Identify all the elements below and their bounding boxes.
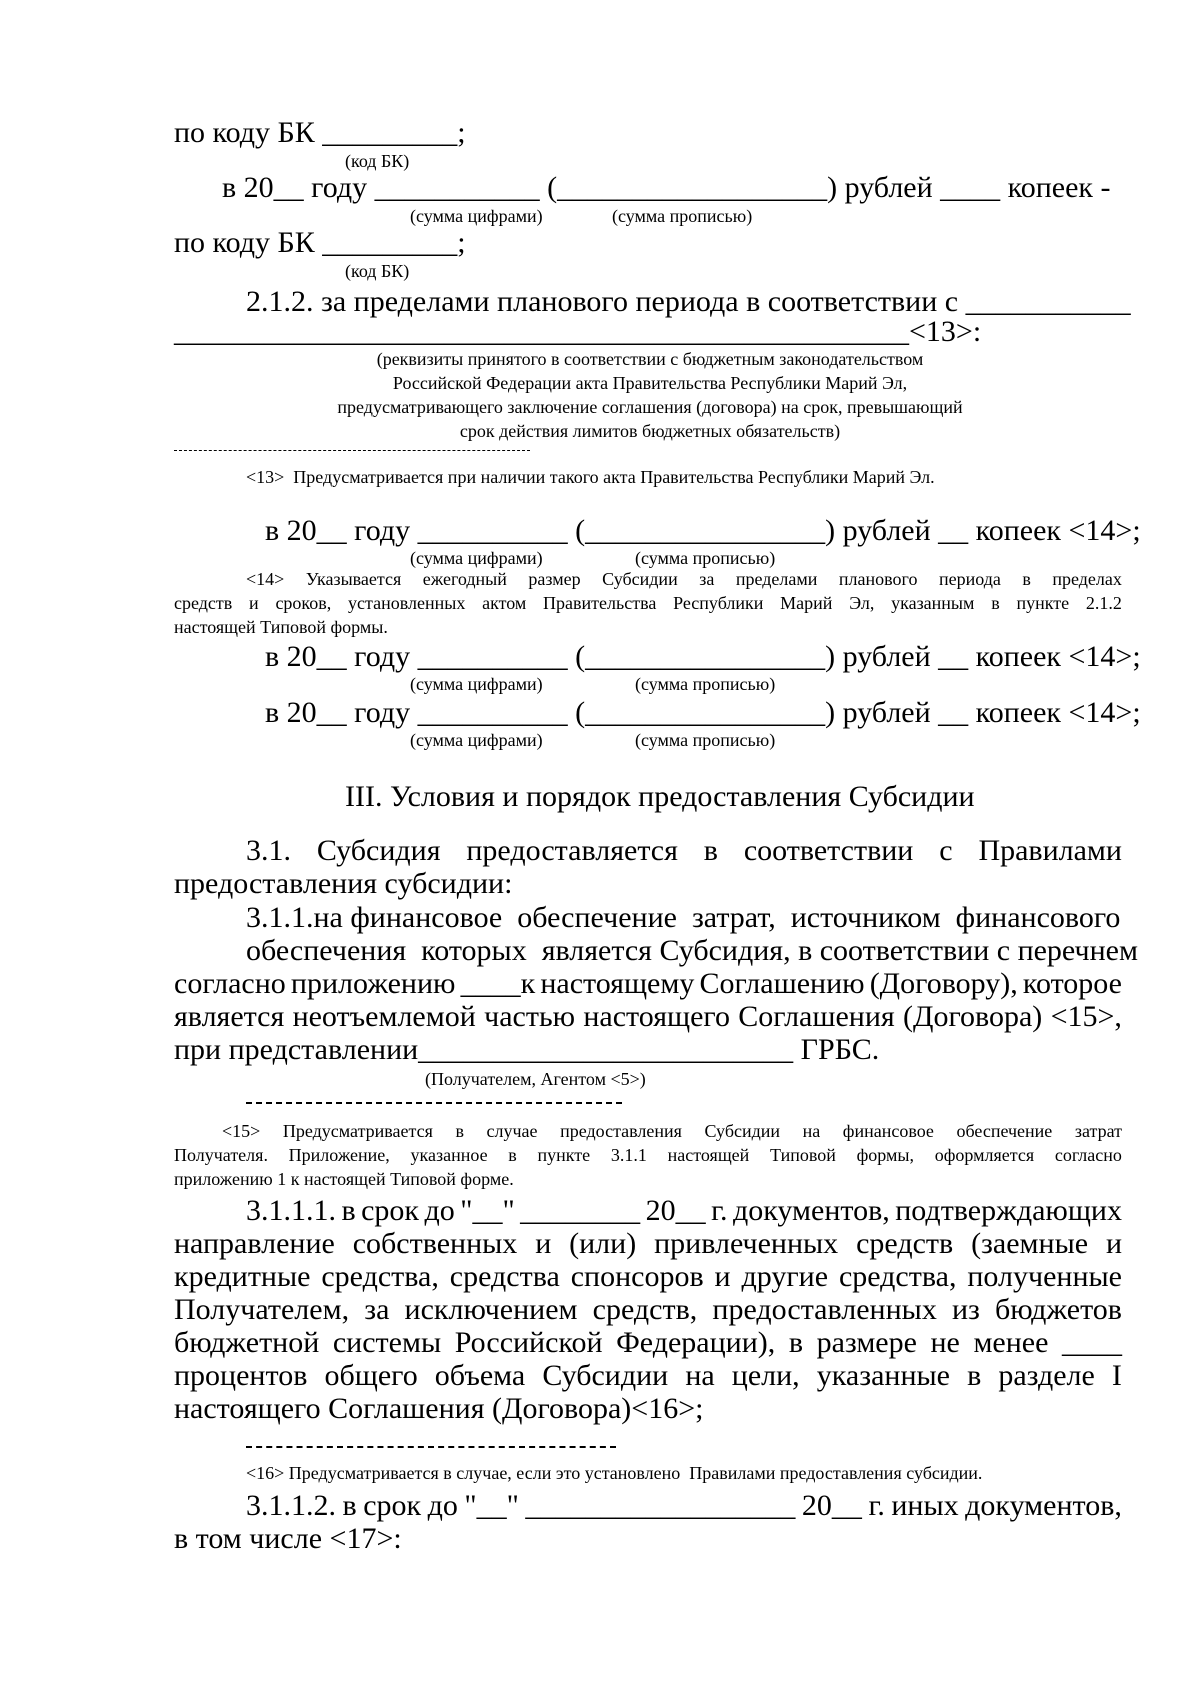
- clause-3-1-1-line-2: обеспечения которых является Субсидия, в соответствии с перечнем: [246, 934, 1138, 967]
- footnote-14-line-2: средств и сроков, установленных актом Правительства Республики Марий Эл, указанным в пункте 2.1.2: [174, 593, 1122, 613]
- footnote-15-line-3: приложению 1 к настоящей Типовой форме.: [174, 1169, 514, 1189]
- footnote-separator-3: [246, 1446, 616, 1448]
- clause-2-1-2-continuation: _________________________________________________<13>:: [174, 315, 982, 348]
- requisites-label-2: Российской Федерации акта Правительства Республики Марий Эл,: [392, 373, 908, 393]
- bk-code-label-2: (код БК): [345, 261, 410, 281]
- recipient-agent-label: (Получателем, Агентом <5>): [425, 1069, 646, 1089]
- footnote-13: <13> Предусматривается при наличии такого акта Правительства Республики Марий Эл.: [246, 467, 935, 487]
- requisites-label-4: срок действия лимитов бюджетных обязательств): [459, 421, 841, 441]
- sum-words-label-1: (сумма прописью): [612, 206, 753, 226]
- clause-3-1-1-2-line-1: 3.1.1.2. в срок до "__" __________________ 20__ г. иных документов,: [246, 1489, 1122, 1522]
- clause-3-1-1-1-line-6: процентов общего объема Субсидии на цели, указанные в разделе I: [174, 1359, 1122, 1392]
- sum-digits-label-1: (сумма цифрами): [410, 206, 543, 226]
- clause-3-1-1-2-line-2: в том числе <17>:: [174, 1522, 402, 1555]
- sum-words-label-4: (сумма прописью): [635, 730, 776, 750]
- year-amount-line-4: в 20__ году __________ (________________) рублей __ копеек <14>;: [265, 696, 1141, 729]
- clause-3-1-1-1-line-3: кредитные средства, средства спонсоров и другие средства, полученные: [174, 1260, 1122, 1293]
- footnote-separator-2: [246, 1102, 622, 1104]
- footnote-16: <16> Предусматривается в случае, если это установлено Правилами предоставления субсидии.: [246, 1463, 983, 1483]
- footnote-15-line-2: Получателя. Приложение, указанное в пункте 3.1.1 настоящей Типовой формы, оформляется согласно: [174, 1145, 1122, 1165]
- bk-code-label-1: (код БК): [345, 151, 410, 171]
- clause-3-1-1-1-line-4: Получателем, за исключением средств, предоставленных из бюджетов: [174, 1293, 1122, 1326]
- bk-code-line-2: по коду БК _________;: [174, 226, 466, 259]
- bk-code-line-1: по коду БК _________;: [174, 116, 466, 149]
- sum-words-label-2: (сумма прописью): [635, 548, 776, 568]
- sum-digits-label-3: (сумма цифрами): [410, 674, 543, 694]
- footnote-15-line-1: <15> Предусматривается в случае предоставления Субсидии на финансовое обеспечение затрат: [222, 1121, 1122, 1141]
- sum-digits-label-2: (сумма цифрами): [410, 548, 543, 568]
- footnote-separator-1: [174, 450, 530, 451]
- clause-3-1-1-line-3: согласно приложению ____к настоящему Соглашению (Договору), которое: [174, 967, 1122, 1000]
- clause-3-1-1-line-5: при представлении_________________________ ГРБС.: [174, 1033, 880, 1066]
- year-amount-line-2: в 20__ году __________ (________________) рублей __ копеек <14>;: [265, 514, 1141, 547]
- footnote-14-line-3: настоящей Типовой формы.: [174, 617, 388, 637]
- requisites-label-1: (реквизиты принятого в соответствии с бюджетным законодательством: [376, 349, 924, 369]
- clause-3-1-1-1-line-1: 3.1.1.1. в срок до "__" ________ 20__ г. документов, подтверждающих: [246, 1194, 1122, 1227]
- sum-words-label-3: (сумма прописью): [635, 674, 776, 694]
- section-title: III. Условия и порядок предоставления Субсидии: [345, 780, 975, 813]
- clause-3-1-1-line-1: 3.1.1.на финансовое обеспечение затрат, источником финансового: [246, 901, 1121, 934]
- sum-digits-label-4: (сумма цифрами): [410, 730, 543, 750]
- clause-3-1-1-1-line-5: бюджетной системы Российской Федерации), в размере не менее ____: [174, 1326, 1122, 1359]
- footnote-14-line-1: <14> Указывается ежегодный размер Субсидии за пределами планового периода в пределах: [246, 569, 1122, 589]
- clause-3-1-line-1: 3.1. Субсидия предоставляется в соответствии с Правилами: [246, 834, 1122, 867]
- clause-2-1-2: 2.1.2. за пределами планового периода в соответствии с ___________: [246, 285, 1131, 318]
- clause-3-1-line-2: предоставления субсидии:: [174, 867, 513, 900]
- clause-3-1-1-line-4: является неотъемлемой частью настоящего Соглашения (Договора) <15>,: [174, 1000, 1122, 1033]
- clause-3-1-1-1-line-7: настоящего Соглашения (Договора)<16>;: [174, 1392, 704, 1425]
- year-amount-line-1: в 20__ году ___________ (__________________) рублей ____ копеек -: [222, 171, 1111, 204]
- requisites-label-3: предусматривающего заключение соглашения (договора) на срок, превышающий: [337, 397, 963, 417]
- clause-3-1-1-1-line-2: направление собственных и (или) привлеченных средств (заемные и: [174, 1227, 1122, 1260]
- year-amount-line-3: в 20__ году __________ (________________) рублей __ копеек <14>;: [265, 640, 1141, 673]
